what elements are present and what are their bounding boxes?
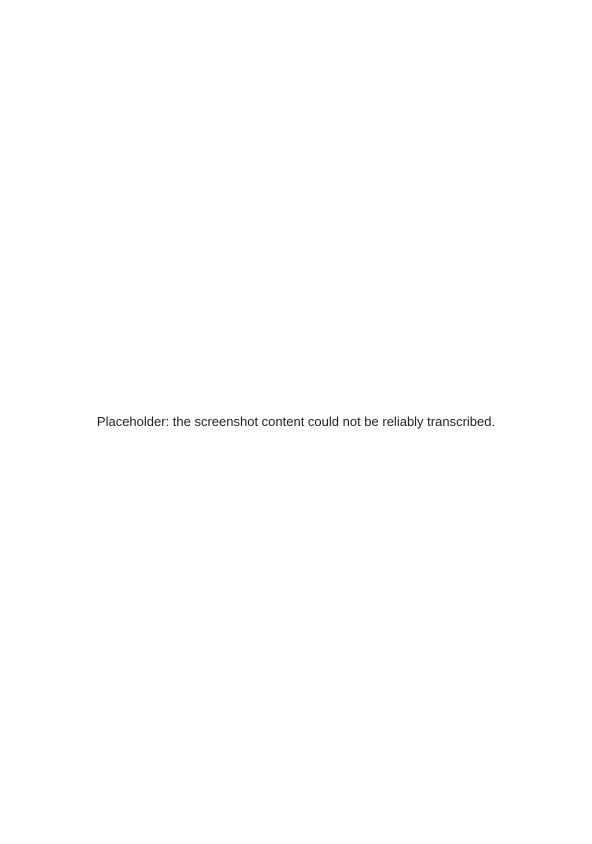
placeholder-notice: Placeholder: the screenshot content could not be reliably transcribed. [96,414,496,430]
